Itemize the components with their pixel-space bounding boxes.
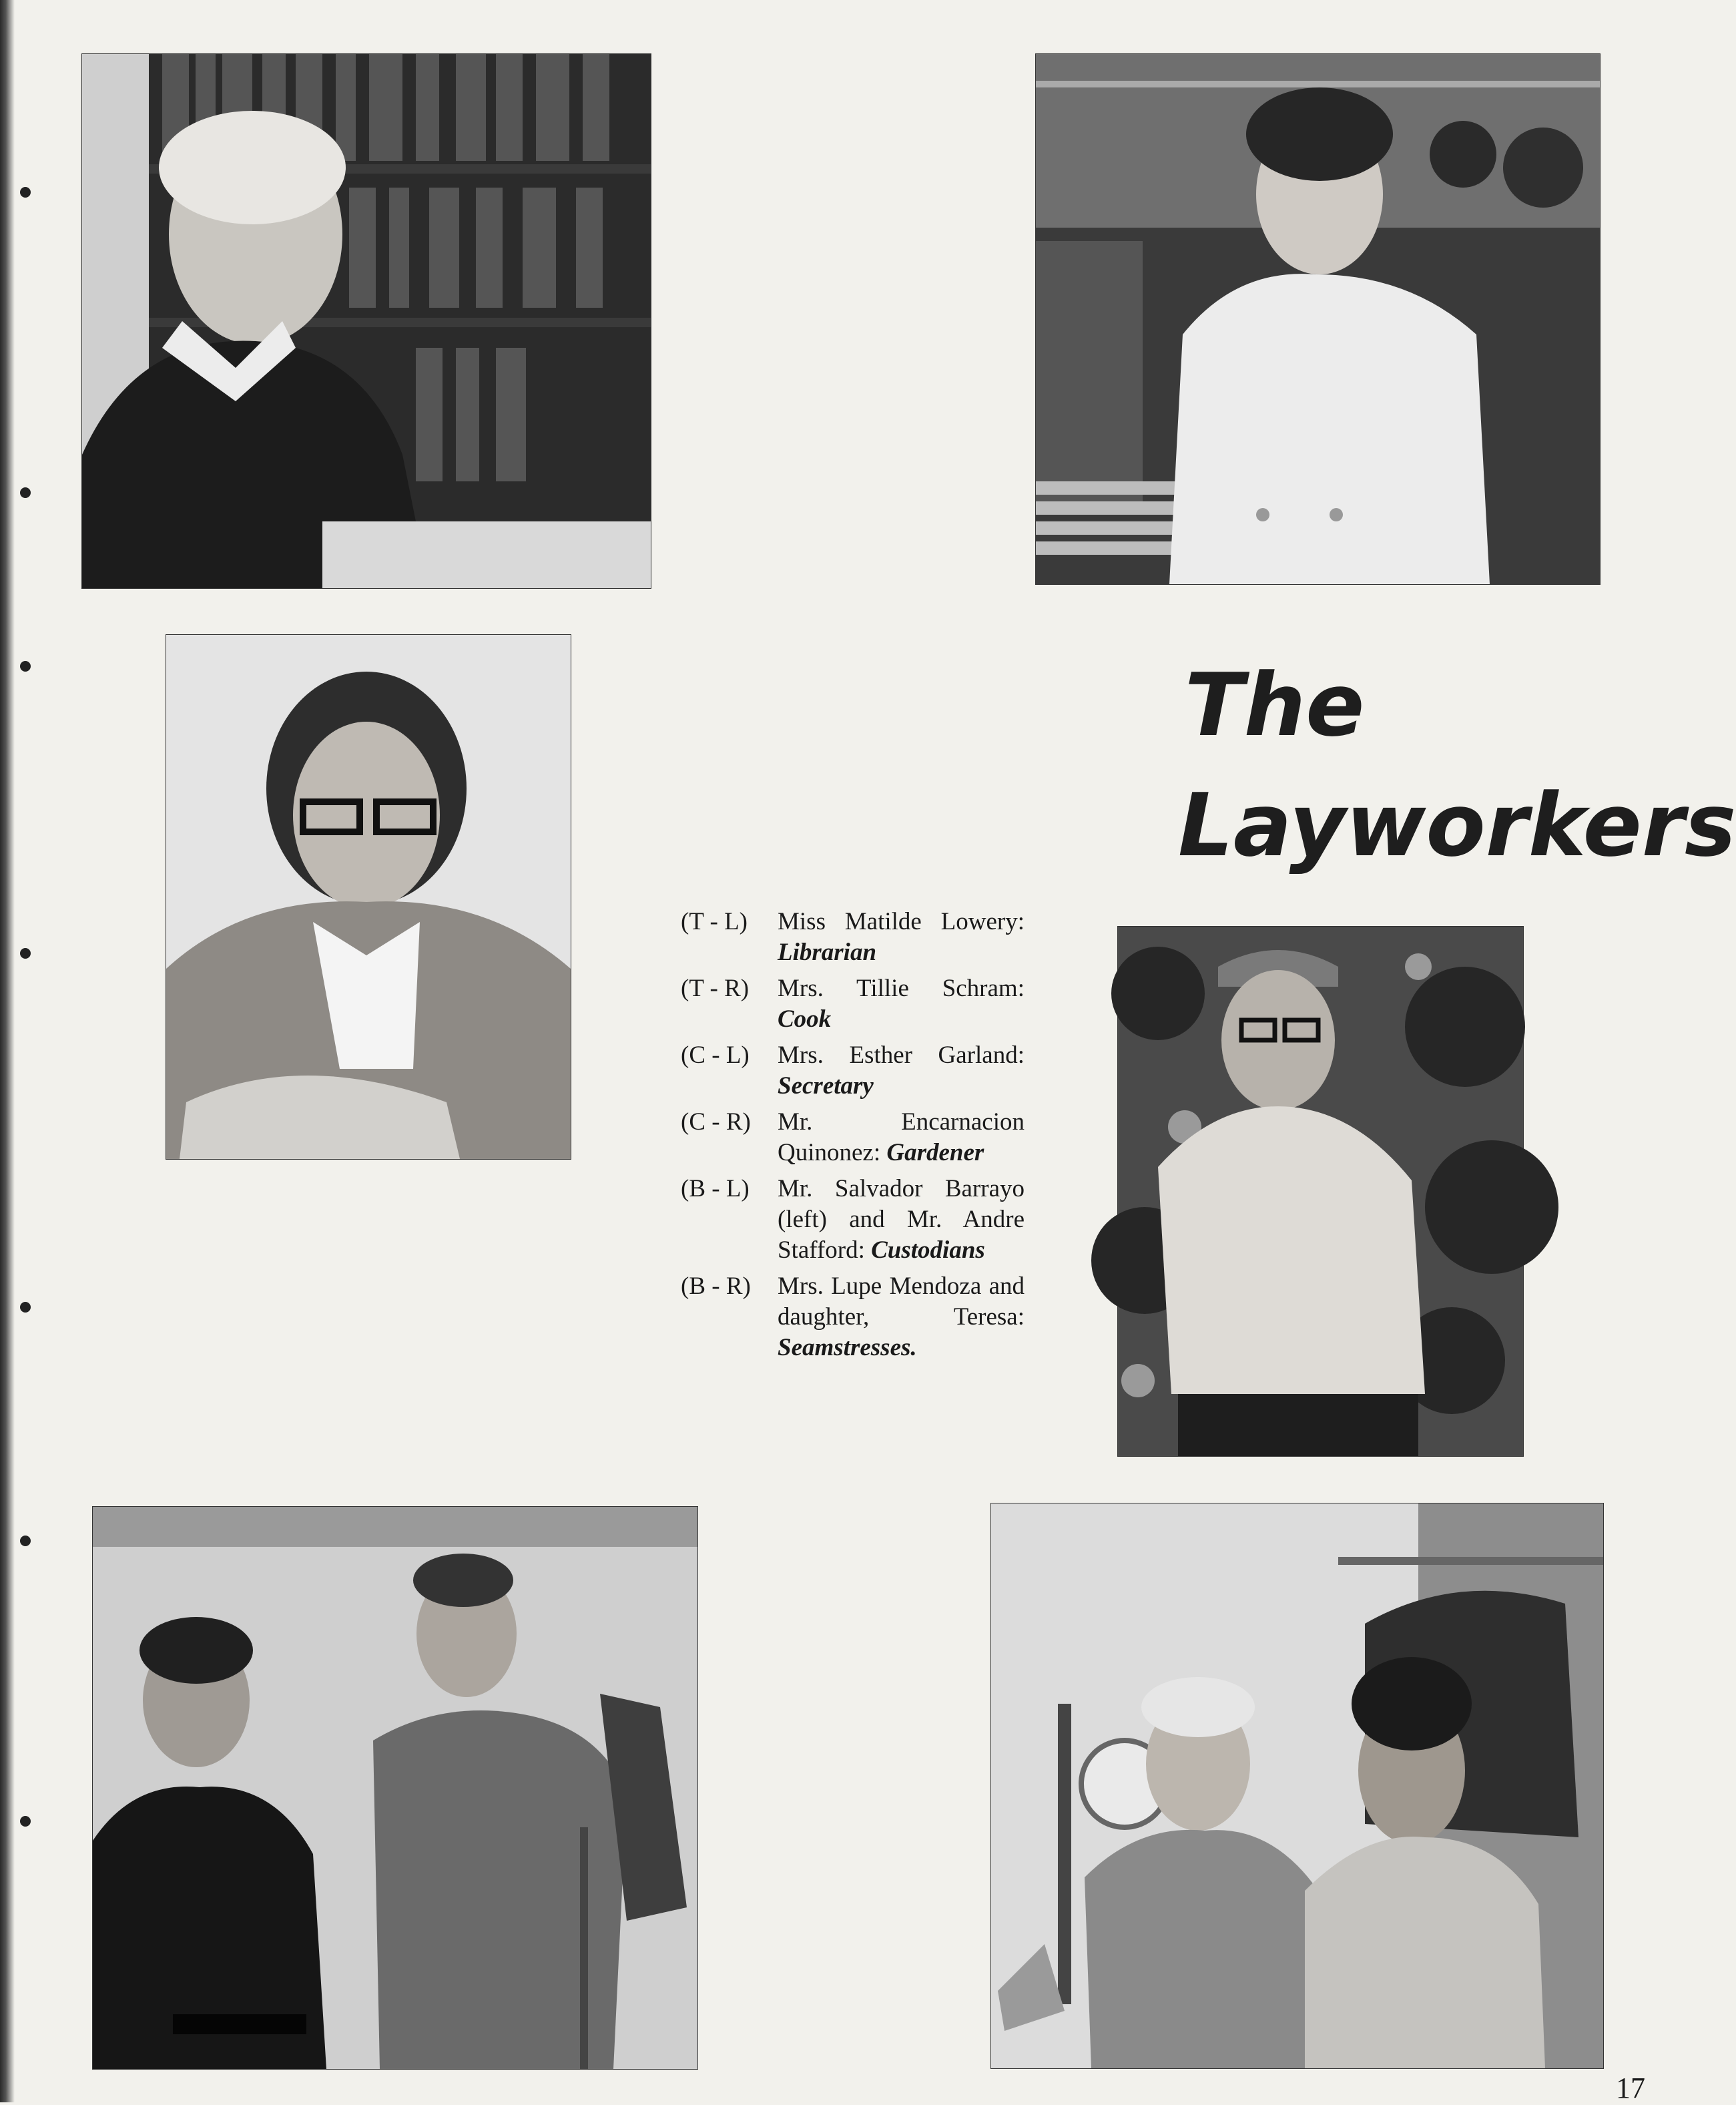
binding-hole: [20, 661, 31, 672]
binding-edge: [0, 0, 15, 2102]
caption-code: (B - R): [681, 1272, 751, 1300]
binding-hole: [20, 487, 31, 498]
caption-role: Cook: [778, 1005, 832, 1033]
caption-text: Mr. Encarnacion Quinonez:: [778, 1108, 1025, 1166]
photo-gardener: [1117, 926, 1524, 1457]
caption-role: Seamstresses.: [778, 1334, 917, 1361]
photo-cook: [1035, 53, 1601, 585]
photo-secretary: [166, 634, 571, 1160]
photo-seamstresses: [990, 1503, 1604, 2069]
caption-role: Custodians: [871, 1236, 985, 1264]
caption-item: [681, 1107, 1025, 1168]
binding-hole: [20, 187, 31, 198]
caption-item: [681, 973, 1025, 1035]
binding-hole: [20, 1302, 31, 1313]
photo-librarian: [81, 53, 651, 589]
caption-item: [681, 1271, 1025, 1363]
binding-hole: [20, 948, 31, 959]
caption-text: Mrs. Esther Garland:: [778, 1041, 1025, 1069]
caption-code: (B - L): [681, 1175, 750, 1202]
caption-role: Secretary: [778, 1072, 874, 1100]
caption-text: Miss Matilde Lowery:: [778, 908, 1025, 935]
binding-hole: [20, 1536, 31, 1546]
caption-item: [681, 1040, 1025, 1102]
photo-custodians: [92, 1506, 698, 2070]
title-the: The: [1185, 654, 1365, 756]
caption-code: (C - R): [681, 1108, 751, 1136]
caption-list: [681, 907, 1025, 1369]
caption-code: (T - L): [681, 908, 748, 935]
caption-item: [681, 1174, 1025, 1266]
caption-role: Gardener: [886, 1139, 984, 1166]
caption-text: Mrs. Tillie Schram:: [778, 975, 1025, 1002]
caption-text: Mrs. Lupe Mendoza and daughter, Teresa:: [778, 1272, 1025, 1331]
caption-code: (C - L): [681, 1041, 750, 1069]
binding-hole: [20, 1816, 31, 1827]
caption-role: Librarian: [778, 939, 877, 966]
title-layworkers: Layworkers: [1178, 774, 1736, 876]
page-number: 17: [1616, 2072, 1645, 2104]
caption-item: [681, 907, 1025, 968]
caption-code: (T - R): [681, 975, 750, 1002]
caption-text: Mr. Salvador Barrayo (left) and Mr. Andre Stafford:: [778, 1175, 1025, 1264]
